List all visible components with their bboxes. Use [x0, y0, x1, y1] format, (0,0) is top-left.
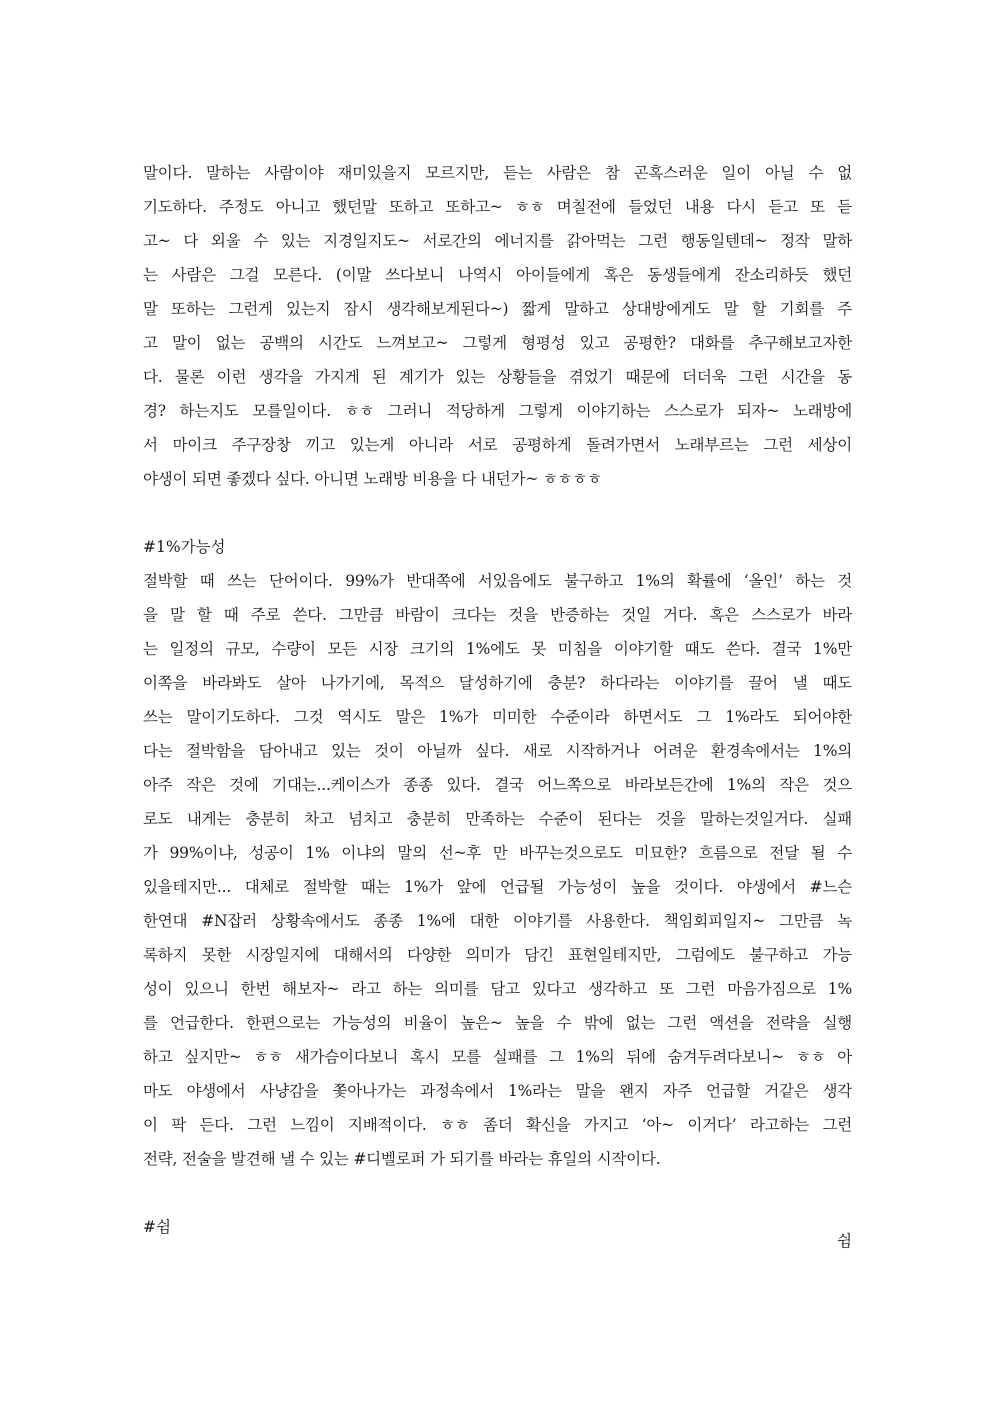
text-line: 아주 작은 것에 기대는...케이스가 종종 있다. 결국 어느쪽으로 바라보든간에 1%의 작은 것으	[143, 776, 852, 794]
text-line: 성이 있으니 한번 해보자~ 라고 하는 의미를 담고 있다고 생각하고 또 그런 마음가짐으로 1%	[143, 980, 852, 998]
text-line: 록하지 못한 시장일지에 대해서의 다양한 의미가 담긴 표현일테지만, 그럼에도 불구하고 가능	[143, 946, 852, 964]
text-line: 로도 내게는 충분히 차고 넘치고 충분히 만족하는 수준이 된다는 것을 말하는것일거다. 실패	[143, 810, 852, 828]
document-body	[143, 156, 852, 1244]
text-line: 마도 야생에서 사냥감을 쫓아나가는 과정속에서 1%라는 말을 왠지 자주 언급할 거같은 생각	[143, 1082, 852, 1100]
paragraph-conversation	[143, 156, 852, 496]
text-line: 다. 물론 이런 생각을 가지게 된 계기가 있는 상황들을 겪었기 때문에 더더욱 그런 시간을 동	[143, 368, 852, 386]
text-line: 경? 하는지도 모를일이다. ㅎㅎ 그러니 적당하게 그렇게 이야기하는 스스로가 되자~ 노래방에	[143, 402, 852, 420]
text-line: 기도하다. 주정도 아니고 했던말 또하고 또하고~ ㅎㅎ 며칠전에 들었던 내용 다시 듣고 또 듣	[143, 198, 852, 216]
text-line: 는 일정의 규모, 수량이 모든 시장 크기의 1%에도 못 미침을 이야기할 때도 쓴다. 결국 1%만	[143, 640, 852, 658]
text-line: 야생이 되면 좋겠다 싶다. 아니면 노래방 비용을 다 내던가~ ㅎㅎㅎㅎ	[143, 470, 602, 488]
text-line: 는 사람은 그걸 모른다. (이말 쓰다보니 나역시 아이들에게 혹은 동생들에게 잔소리하듯 했던	[143, 266, 852, 284]
page-footer-text: 쉼	[837, 1232, 852, 1250]
text-line: 다는 절박함을 담아내고 있는 것이 아닐까 싶다. 새로 시작하거나 어려운 환경속에서는 1%의	[143, 742, 852, 760]
text-line: 고 말이 없는 공백의 시간도 느껴보고~ 그렇게 형평성 있고 공평한? 대화를 추구해보고자한	[143, 334, 852, 352]
paragraph-gap	[143, 496, 852, 530]
text-line: 하고 싶지만~ ㅎㅎ 새가슴이다보니 혹시 모를 실패를 그 1%의 뒤에 숨겨두려다보니~ ㅎㅎ 아	[143, 1048, 852, 1066]
text-line: 말이다. 말하는 사람이야 재미있을지 모르지만, 듣는 사람은 참 곤혹스러운 일이 아닐 수 없	[143, 164, 852, 182]
text-line: 절박할 때 쓰는 단어이다. 99%가 반대쪽에 서있음에도 불구하고 1%의 확률에 ‘올인’ 하는 것	[143, 572, 852, 590]
text-line: 를 언급한다. 한편으로는 가능성의 비율이 높은~ 높을 수 밖에 없는 그런 액션을 전략을 실행	[143, 1014, 852, 1032]
text-line: 가 99%이냐, 성공이 1% 이냐의 말의 선~후 만 바꾸는것으로도 미묘한? 흐름으로 전달 될 수	[143, 844, 852, 862]
text-line: 있을테지만... 대체로 절박할 때는 1%가 앞에 언급될 가능성이 높을 것이다. 야생에서 #느슨	[143, 878, 852, 896]
text-line: 고~ 다 외울 수 있는 지경일지도~ 서로간의 에너지를 갉아먹는 그런 행동일텐데~ 정작 말하	[143, 232, 852, 250]
text-line: 쓰는 말이기도하다. 그것 역시도 말은 1%가 미미한 수준이라 하면서도 그 1%라도 되어야한	[143, 708, 852, 726]
paragraph-1-percent	[143, 564, 852, 1176]
text-line: 말 또하는 그런게 있는지 잠시 생각해보게된다~) 짧게 말하고 상대방에게도 말 할 기회를 주	[143, 300, 852, 318]
text-line: 서 마이크 주구장창 끼고 있는게 아니라 서로 공평하게 돌려가면서 노래부르는 그런 세상이	[143, 436, 852, 454]
text-line: 전략, 전술을 발견해 낼 수 있는 #디벨로퍼 가 되기를 바라는 휴일의 시작이다.	[143, 1150, 661, 1168]
text-line: 을 말 할 때 주로 쓴다. 그만큼 바람이 크다는 것을 반증하는 것일 거다. 혹은 스스로가 바라	[143, 606, 852, 624]
section-heading-rest: #쉼	[143, 1218, 171, 1236]
text-line: 한연대 #N잡러 상황속에서도 종종 1%에 대한 이야기를 사용한다. 책임회피일지~ 그만큼 녹	[143, 912, 852, 930]
paragraph-gap	[143, 1176, 852, 1210]
text-line: 이 팍 든다. 그런 느낌이 지배적이다. ㅎㅎ 좀더 확신을 가지고 ‘아~ 이거다’ 라고하는 그런	[143, 1116, 852, 1134]
section-heading-1-percent: #1%가능성	[143, 538, 226, 556]
text-line: 이쪽을 바라봐도 살아 나가기에, 목적으 달성하기에 충분? 하다라는 이야기를 끌어 낼 때도	[143, 674, 852, 692]
